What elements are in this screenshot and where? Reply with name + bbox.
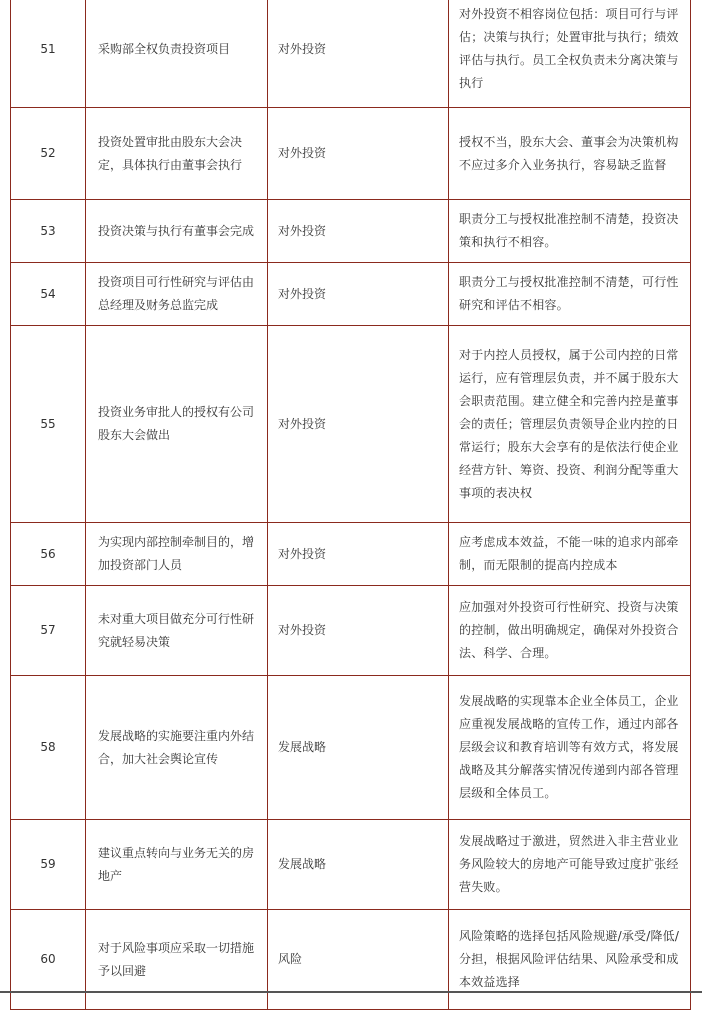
issue-category: 对外投资	[268, 523, 449, 586]
issue-analysis: 发展战略过于激进，贸然进入非主营业业务风险较大的房地产可能导致过度扩张经营失败。	[449, 820, 691, 910]
issue-category: 风险	[268, 910, 449, 1010]
issue-category: 对外投资	[268, 586, 449, 676]
table-row	[11, 910, 691, 1010]
issue-analysis: 应加强对外投资可行性研究、投资与决策的控制，做出明确规定，确保对外投资合法、科学、合理。	[449, 586, 691, 676]
issue-description: 投资处置审批由股东大会决定，具体执行由董事会执行	[86, 108, 268, 200]
issue-analysis: 应考虑成本效益，不能一味的追求内部牵制，而无限制的提高内控成本	[449, 523, 691, 586]
row-number: 57	[11, 586, 86, 676]
issue-description: 建议重点转向与业务无关的房地产	[86, 820, 268, 910]
row-number: 53	[11, 200, 86, 263]
issue-description: 采购部全权负责投资项目	[86, 0, 268, 108]
row-number: 54	[11, 263, 86, 326]
issue-description: 发展战略的实施要注重内外结合，加大社会舆论宣传	[86, 676, 268, 820]
row-number: 52	[11, 108, 86, 200]
table-row	[11, 676, 691, 820]
issue-description: 对于风险事项应采取一切措施予以回避	[86, 910, 268, 1010]
issue-analysis: 授权不当，股东大会、董事会为决策机构不应过多介入业务执行，容易缺乏监督	[449, 108, 691, 200]
issue-category: 对外投资	[268, 200, 449, 263]
table-row	[11, 200, 691, 263]
issue-category: 对外投资	[268, 326, 449, 523]
table-row	[11, 108, 691, 200]
row-number: 55	[11, 326, 86, 523]
issue-category: 对外投资	[268, 0, 449, 108]
row-number: 59	[11, 820, 86, 910]
table-row	[11, 586, 691, 676]
issue-analysis: 对外投资不相容岗位包括：项目可行与评估；决策与执行；处置审批与执行；绩效评估与执行。员工全权负责未分离决策与执行	[449, 0, 691, 108]
table-row	[11, 820, 691, 910]
row-number: 51	[11, 0, 86, 108]
table-row	[11, 523, 691, 586]
row-number: 56	[11, 523, 86, 586]
issue-category: 发展战略	[268, 820, 449, 910]
document-page	[10, 0, 690, 1010]
table-row	[11, 326, 691, 523]
table-row	[11, 0, 691, 108]
issue-analysis: 职责分工与授权批准控制不清楚，可行性研究和评估不相容。	[449, 263, 691, 326]
table-row	[11, 263, 691, 326]
row-number: 58	[11, 676, 86, 820]
issue-category: 对外投资	[268, 263, 449, 326]
issue-analysis: 风险策略的选择包括风险规避/承受/降低/分担，根据风险评估结果、风险承受和成本效益选择	[449, 910, 691, 1010]
issues-table	[10, 0, 691, 1010]
issue-analysis: 发展战略的实现靠本企业全体员工，企业应重视发展战略的宣传工作，通过内部各层级会议和教育培训等有效方式，将发展战略及其分解落实情况传递到内部各管理层级和全体员工。	[449, 676, 691, 820]
issue-description: 未对重大项目做充分可行性研究就轻易决策	[86, 586, 268, 676]
issue-description: 投资业务审批人的授权有公司股东大会做出	[86, 326, 268, 523]
issue-analysis: 对于内控人员授权，属于公司内控的日常运行，应有管理层负责，并不属于股东大会职责范围。建立健全和完善内控是董事会的责任；管理层负责领导企业内控的日常运行；股东大会享有的是依法行使企业经营方针、筹资、投资、利润分配等重大事项的表决权	[449, 326, 691, 523]
row-number: 60	[11, 910, 86, 1010]
issue-description: 投资决策与执行有董事会完成	[86, 200, 268, 263]
issue-description: 投资项目可行性研究与评估由总经理及财务总监完成	[86, 263, 268, 326]
issue-description: 为实现内部控制牵制目的，增加投资部门人员	[86, 523, 268, 586]
issue-category: 对外投资	[268, 108, 449, 200]
issue-analysis: 职责分工与授权批准控制不清楚，投资决策和执行不相容。	[449, 200, 691, 263]
issue-category: 发展战略	[268, 676, 449, 820]
